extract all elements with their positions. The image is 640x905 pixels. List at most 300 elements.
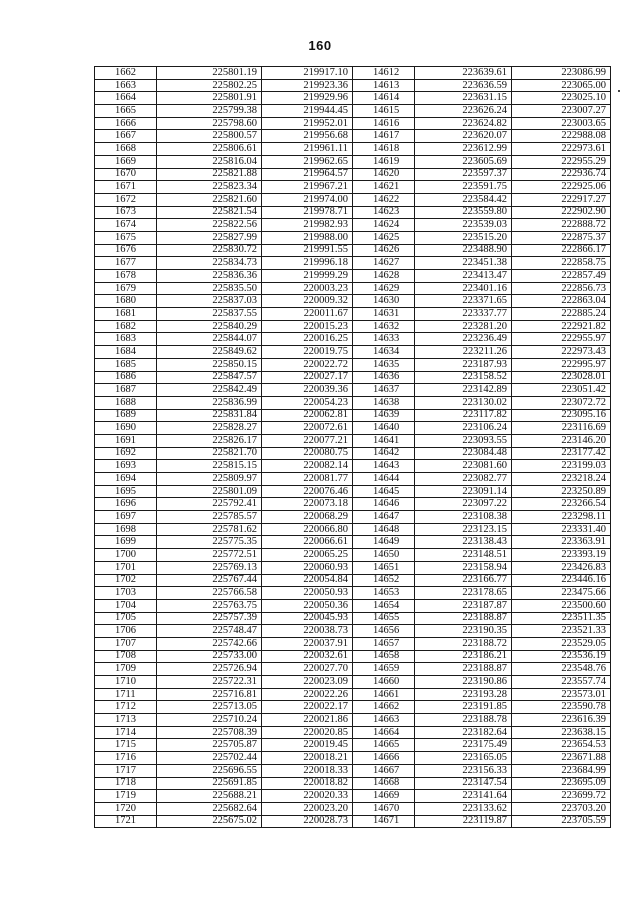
y-coordinate-right: 223072.72 [512,396,611,409]
x-coordinate-right: 223175.49 [415,739,512,752]
page-number: 160 [308,38,332,53]
y-coordinate-right: 223590.78 [512,701,611,714]
coordinates-table [94,66,611,828]
y-coordinate-left: 220037.91 [262,637,353,650]
y-coordinate-right: 223529.05 [512,637,611,650]
x-coordinate-right: 223337.77 [415,308,512,321]
y-coordinate-left: 219962.65 [262,155,353,168]
table-row [95,371,611,384]
x-coordinate-right: 223584.42 [415,193,512,206]
table-row [95,511,611,524]
y-coordinate-left: 220050.36 [262,599,353,612]
y-coordinate-left: 220068.29 [262,511,353,524]
x-coordinate-left: 225849.62 [157,346,262,359]
point-id-left: 1705 [95,612,157,625]
point-id-right: 14622 [353,193,415,206]
y-coordinate-right: 223298.11 [512,511,611,524]
table-row [95,231,611,244]
x-coordinate-right: 223091.14 [415,485,512,498]
point-id-left: 1683 [95,333,157,346]
y-coordinate-right: 223511.35 [512,612,611,625]
point-id-right: 14614 [353,92,415,105]
table-row [95,498,611,511]
x-coordinate-right: 223142.89 [415,384,512,397]
point-id-right: 14663 [353,714,415,727]
x-coordinate-right: 223182.64 [415,726,512,739]
point-id-left: 1718 [95,777,157,790]
point-id-left: 1668 [95,143,157,156]
x-coordinate-right: 223188.72 [415,637,512,650]
point-id-right: 14660 [353,676,415,689]
table-row [95,790,611,803]
point-id-left: 1712 [95,701,157,714]
y-coordinate-right: 223671.88 [512,752,611,765]
x-coordinate-left: 225802.25 [157,79,262,92]
point-id-right: 14659 [353,663,415,676]
y-coordinate-right: 223475.66 [512,587,611,600]
x-coordinate-right: 223631.15 [415,92,512,105]
x-coordinate-right: 223597.37 [415,168,512,181]
x-coordinate-left: 225840.29 [157,320,262,333]
y-coordinate-right: 223557.74 [512,676,611,689]
point-id-left: 1678 [95,270,157,283]
y-coordinate-left: 220022.72 [262,358,353,371]
x-coordinate-left: 225708.39 [157,726,262,739]
x-coordinate-right: 223082.77 [415,473,512,486]
table-row [95,117,611,130]
y-coordinate-left: 220045.93 [262,612,353,625]
table-row [95,523,611,536]
point-id-left: 1715 [95,739,157,752]
y-coordinate-right: 223331.40 [512,523,611,536]
x-coordinate-right: 223117.82 [415,409,512,422]
y-coordinate-right: 223095.16 [512,409,611,422]
table-row [95,815,611,828]
x-coordinate-left: 225757.39 [157,612,262,625]
y-coordinate-right: 222917.27 [512,193,611,206]
point-id-right: 14664 [353,726,415,739]
x-coordinate-left: 225815.15 [157,460,262,473]
y-coordinate-left: 220022.26 [262,688,353,701]
point-id-left: 1697 [95,511,157,524]
y-coordinate-left: 220019.75 [262,346,353,359]
y-coordinate-left: 220023.09 [262,676,353,689]
x-coordinate-left: 225742.66 [157,637,262,650]
point-id-left: 1674 [95,219,157,232]
x-coordinate-left: 225722.31 [157,676,262,689]
x-coordinate-right: 223281.20 [415,320,512,333]
x-coordinate-right: 223639.61 [415,67,512,80]
point-id-right: 14647 [353,511,415,524]
x-coordinate-right: 223190.35 [415,625,512,638]
y-coordinate-right: 223699.72 [512,790,611,803]
y-coordinate-right: 223363.91 [512,536,611,549]
x-coordinate-left: 225691.85 [157,777,262,790]
x-coordinate-right: 223188.87 [415,663,512,676]
point-id-left: 1666 [95,117,157,130]
x-coordinate-right: 223093.55 [415,434,512,447]
x-coordinate-right: 223413.47 [415,270,512,283]
point-id-left: 1706 [95,625,157,638]
point-id-left: 1709 [95,663,157,676]
point-id-left: 1685 [95,358,157,371]
y-coordinate-left: 220066.61 [262,536,353,549]
y-coordinate-right: 222995.97 [512,358,611,371]
point-id-left: 1665 [95,105,157,118]
y-coordinate-left: 219944.45 [262,105,353,118]
y-coordinate-left: 220022.17 [262,701,353,714]
point-id-left: 1692 [95,447,157,460]
point-id-left: 1714 [95,726,157,739]
point-id-right: 14658 [353,650,415,663]
point-id-left: 1691 [95,434,157,447]
y-coordinate-right: 222921.82 [512,320,611,333]
coordinates-table-body [95,67,611,828]
x-coordinate-right: 223539.03 [415,219,512,232]
x-coordinate-left: 225766.58 [157,587,262,600]
point-id-right: 14651 [353,561,415,574]
point-id-right: 14639 [353,409,415,422]
table-row [95,67,611,80]
y-coordinate-right: 223199.03 [512,460,611,473]
x-coordinate-left: 225837.55 [157,308,262,321]
table-row [95,561,611,574]
x-coordinate-left: 225799.38 [157,105,262,118]
y-coordinate-right: 222857.49 [512,270,611,283]
y-coordinate-right: 223426.83 [512,561,611,574]
point-id-right: 14652 [353,574,415,587]
x-coordinate-right: 223108.38 [415,511,512,524]
point-id-left: 1662 [95,67,157,80]
table-row [95,206,611,219]
table-row [95,676,611,689]
point-id-left: 1694 [95,473,157,486]
x-coordinate-right: 223119.87 [415,815,512,828]
point-id-left: 1686 [95,371,157,384]
table-row [95,637,611,650]
point-id-right: 14667 [353,764,415,777]
x-coordinate-left: 225806.61 [157,143,262,156]
x-coordinate-left: 225763.75 [157,599,262,612]
table-row [95,485,611,498]
point-id-left: 1670 [95,168,157,181]
y-coordinate-left: 219952.01 [262,117,353,130]
table-row [95,308,611,321]
point-id-left: 1713 [95,714,157,727]
x-coordinate-right: 223401.16 [415,282,512,295]
x-coordinate-left: 225835.50 [157,282,262,295]
table-row [95,244,611,257]
table-row [95,802,611,815]
x-coordinate-left: 225726.94 [157,663,262,676]
table-row [95,777,611,790]
y-coordinate-right: 222866.17 [512,244,611,257]
point-id-left: 1682 [95,320,157,333]
x-coordinate-left: 225801.09 [157,485,262,498]
y-coordinate-left: 220050.93 [262,587,353,600]
y-coordinate-left: 220039.36 [262,384,353,397]
x-coordinate-left: 225675.02 [157,815,262,828]
point-id-right: 14655 [353,612,415,625]
point-id-left: 1672 [95,193,157,206]
point-id-left: 1701 [95,561,157,574]
point-id-right: 14650 [353,549,415,562]
y-coordinate-right: 222936.74 [512,168,611,181]
point-id-left: 1690 [95,422,157,435]
y-coordinate-left: 220060.93 [262,561,353,574]
x-coordinate-right: 223188.78 [415,714,512,727]
x-coordinate-left: 225844.07 [157,333,262,346]
point-id-right: 14618 [353,143,415,156]
point-id-right: 14666 [353,752,415,765]
x-coordinate-left: 225821.88 [157,168,262,181]
y-coordinate-right: 223500.60 [512,599,611,612]
y-coordinate-right: 223177.42 [512,447,611,460]
x-coordinate-left: 225688.21 [157,790,262,803]
y-coordinate-left: 220020.33 [262,790,353,803]
y-coordinate-left: 219999.29 [262,270,353,283]
point-id-right: 14630 [353,295,415,308]
x-coordinate-right: 223187.87 [415,599,512,612]
y-coordinate-right: 222863.04 [512,295,611,308]
x-coordinate-left: 225828.27 [157,422,262,435]
point-id-right: 14638 [353,396,415,409]
x-coordinate-left: 225798.60 [157,117,262,130]
y-coordinate-right: 222888.72 [512,219,611,232]
table-row [95,384,611,397]
point-id-left: 1680 [95,295,157,308]
table-row [95,764,611,777]
y-coordinate-left: 219988.00 [262,231,353,244]
x-coordinate-left: 225705.87 [157,739,262,752]
y-coordinate-right: 223521.33 [512,625,611,638]
table-row [95,358,611,371]
y-coordinate-left: 220073.18 [262,498,353,511]
x-coordinate-right: 223141.64 [415,790,512,803]
point-id-right: 14641 [353,434,415,447]
table-row [95,168,611,181]
x-coordinate-right: 223158.52 [415,371,512,384]
x-coordinate-left: 225850.15 [157,358,262,371]
x-coordinate-right: 223187.93 [415,358,512,371]
table-row [95,105,611,118]
y-coordinate-right: 222902.90 [512,206,611,219]
table-row [95,599,611,612]
y-coordinate-left: 220054.23 [262,396,353,409]
point-id-right: 14646 [353,498,415,511]
table-row [95,739,611,752]
x-coordinate-right: 223148.51 [415,549,512,562]
x-coordinate-right: 223138.43 [415,536,512,549]
y-coordinate-right: 223028.01 [512,371,611,384]
table-row [95,130,611,143]
y-coordinate-right: 222973.43 [512,346,611,359]
scan-speck [618,90,620,92]
point-id-left: 1711 [95,688,157,701]
y-coordinate-left: 219978.71 [262,206,353,219]
table-row [95,688,611,701]
y-coordinate-right: 223266.54 [512,498,611,511]
point-id-left: 1720 [95,802,157,815]
point-id-right: 14632 [353,320,415,333]
point-id-right: 14643 [353,460,415,473]
y-coordinate-left: 219923.36 [262,79,353,92]
point-id-left: 1716 [95,752,157,765]
point-id-right: 14631 [353,308,415,321]
point-id-left: 1687 [95,384,157,397]
y-coordinate-left: 219961.11 [262,143,353,156]
table-row [95,155,611,168]
x-coordinate-left: 225682.64 [157,802,262,815]
y-coordinate-left: 220038.73 [262,625,353,638]
y-coordinate-right: 222856.73 [512,282,611,295]
y-coordinate-right: 222885.24 [512,308,611,321]
x-coordinate-left: 225767.44 [157,574,262,587]
y-coordinate-left: 220018.21 [262,752,353,765]
x-coordinate-left: 225831.84 [157,409,262,422]
point-id-right: 14648 [353,523,415,536]
y-coordinate-left: 219974.00 [262,193,353,206]
point-id-left: 1699 [95,536,157,549]
table-row [95,79,611,92]
point-id-right: 14619 [353,155,415,168]
point-id-right: 14636 [353,371,415,384]
point-id-left: 1710 [95,676,157,689]
x-coordinate-left: 225801.91 [157,92,262,105]
point-id-right: 14628 [353,270,415,283]
x-coordinate-right: 223188.87 [415,612,512,625]
y-coordinate-right: 223695.09 [512,777,611,790]
x-coordinate-left: 225834.73 [157,257,262,270]
y-coordinate-right: 223705.59 [512,815,611,828]
y-coordinate-right: 223025.10 [512,92,611,105]
table-row [95,257,611,270]
y-coordinate-right: 223250.89 [512,485,611,498]
point-id-right: 14665 [353,739,415,752]
table-row [95,295,611,308]
x-coordinate-right: 223097.22 [415,498,512,511]
point-id-left: 1702 [95,574,157,587]
y-coordinate-left: 219996.18 [262,257,353,270]
y-coordinate-left: 220082.14 [262,460,353,473]
y-coordinate-right: 223703.20 [512,802,611,815]
point-id-left: 1700 [95,549,157,562]
table-row [95,333,611,346]
table-row [95,714,611,727]
y-coordinate-left: 220003.23 [262,282,353,295]
table-row [95,320,611,333]
x-coordinate-left: 225847.57 [157,371,262,384]
x-coordinate-right: 223451.38 [415,257,512,270]
x-coordinate-left: 225823.34 [157,181,262,194]
x-coordinate-left: 225821.60 [157,193,262,206]
x-coordinate-right: 223166.77 [415,574,512,587]
point-id-left: 1675 [95,231,157,244]
x-coordinate-left: 225733.00 [157,650,262,663]
y-coordinate-left: 220023.20 [262,802,353,815]
y-coordinate-right: 223573.01 [512,688,611,701]
y-coordinate-right: 223638.15 [512,726,611,739]
y-coordinate-left: 220009.32 [262,295,353,308]
table-row [95,219,611,232]
x-coordinate-right: 223081.60 [415,460,512,473]
y-coordinate-right: 222875.37 [512,231,611,244]
x-coordinate-right: 223191.85 [415,701,512,714]
x-coordinate-left: 225842.49 [157,384,262,397]
point-id-right: 14627 [353,257,415,270]
point-id-right: 14642 [353,447,415,460]
x-coordinate-left: 225830.72 [157,244,262,257]
x-coordinate-left: 225716.81 [157,688,262,701]
x-coordinate-left: 225713.05 [157,701,262,714]
point-id-left: 1676 [95,244,157,257]
point-id-left: 1704 [95,599,157,612]
x-coordinate-left: 225821.70 [157,447,262,460]
point-id-left: 1681 [95,308,157,321]
y-coordinate-right: 222858.75 [512,257,611,270]
point-id-left: 1695 [95,485,157,498]
x-coordinate-left: 225696.55 [157,764,262,777]
x-coordinate-right: 223626.24 [415,105,512,118]
point-id-left: 1708 [95,650,157,663]
y-coordinate-left: 220077.21 [262,434,353,447]
x-coordinate-right: 223156.33 [415,764,512,777]
table-row [95,193,611,206]
x-coordinate-left: 225827.99 [157,231,262,244]
point-id-right: 14620 [353,168,415,181]
table-row [95,143,611,156]
y-coordinate-left: 220028.73 [262,815,353,828]
y-coordinate-left: 220062.81 [262,409,353,422]
point-id-right: 14623 [353,206,415,219]
y-coordinate-left: 220072.61 [262,422,353,435]
x-coordinate-right: 223605.69 [415,155,512,168]
point-id-left: 1698 [95,523,157,536]
x-coordinate-right: 223488.90 [415,244,512,257]
table-row [95,422,611,435]
x-coordinate-right: 223178.65 [415,587,512,600]
point-id-left: 1696 [95,498,157,511]
point-id-left: 1673 [95,206,157,219]
x-coordinate-left: 225816.04 [157,155,262,168]
y-coordinate-left: 219967.21 [262,181,353,194]
x-coordinate-left: 225769.13 [157,561,262,574]
point-id-right: 14657 [353,637,415,650]
point-id-right: 14615 [353,105,415,118]
point-id-left: 1688 [95,396,157,409]
table-row [95,92,611,105]
x-coordinate-right: 223147.54 [415,777,512,790]
y-coordinate-left: 219929.96 [262,92,353,105]
x-coordinate-right: 223084.48 [415,447,512,460]
x-coordinate-left: 225785.57 [157,511,262,524]
x-coordinate-right: 223190.86 [415,676,512,689]
y-coordinate-right: 223065.00 [512,79,611,92]
table-row [95,346,611,359]
x-coordinate-left: 225775.35 [157,536,262,549]
point-id-right: 14661 [353,688,415,701]
table-row [95,282,611,295]
y-coordinate-right: 223393.19 [512,549,611,562]
y-coordinate-left: 220011.67 [262,308,353,321]
point-id-right: 14637 [353,384,415,397]
y-coordinate-left: 220027.17 [262,371,353,384]
point-id-left: 1679 [95,282,157,295]
y-coordinate-left: 220076.46 [262,485,353,498]
point-id-right: 14613 [353,79,415,92]
point-id-right: 14670 [353,802,415,815]
point-id-left: 1677 [95,257,157,270]
